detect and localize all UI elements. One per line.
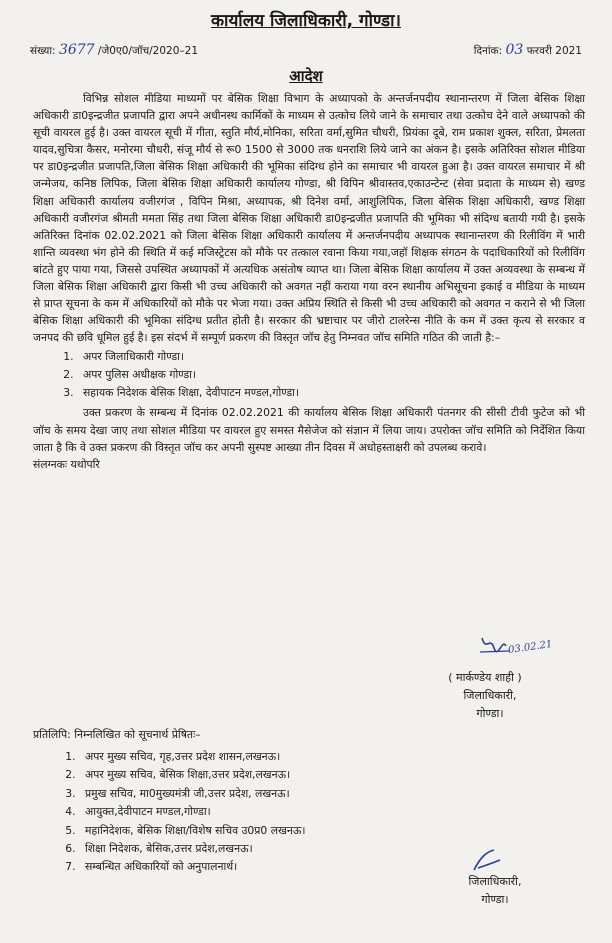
order-body xyxy=(33,90,585,473)
copy-recipient: 3. प्रमुख सचिव, मा0मुख्यमंत्री जी,उत्तर प्रदेश, लखनऊ। xyxy=(79,785,453,803)
enclosure-note: संलग्नकः यथोपरि xyxy=(33,457,100,471)
date-day-handwritten: 03 xyxy=(505,42,524,58)
issue-date xyxy=(474,42,582,58)
order-paragraph-2: उक्त प्रकरण के सम्बन्ध में दिनांक 02.02.2021 की कार्यालय बेसिक शिक्षा अधिकारी पंतनगर की सीसी टीवी फुटेज को भी जॉच के समय देखा जाए तथा सोशल मीडिया पर वायरल हुए समस्त मैसेजेज को संज्ञान में लिया जाय। उपरोक्त जॉच समिति को निर्देशित किया जाता है कि वे उक्त प्रकरण की विस्तृत जॉच कर अपनी सुस्पष्ट आख्या तीन दिवस में अधोहस्ताक्षरी को उपलब्ध करावे। xyxy=(33,406,585,454)
signature-block xyxy=(420,634,570,726)
office-heading: कार्यालय जिलाधिकारी, गोण्डा। xyxy=(210,11,401,31)
copy-recipient: 6. शिक्षा निदेशक, बेसिक,उत्तर प्रदेश,लखनऊ। xyxy=(79,840,453,858)
signature-date-handwritten: 03.02.21 xyxy=(507,638,554,657)
ref-suffix: /जे0ए0/जॉच/2020–21 xyxy=(97,45,199,57)
committee-member: 3. सहायक निदेशक बेसिक शिक्षा, देवीपाटन मण्डल,गोण्डा। xyxy=(77,384,585,402)
order-paragraph-1: विभिन्न सोशल मीडिया माध्यमों पर बेसिक शिक्षा विभाग के अध्यापको के अन्तर्जनपदीय स्थानान्तरण में जिला बेसिक शिक्षा अधिकारी डा0इन्द्रजीत प्रजापति द्वारा अपने अधीनस्थ कार्मिकों के माध्यम से उत्कोच लिये जाने के समाचार तथा उत्कोच देने वाले अध्यापको की सूची वायरल हुई है। उक्त वायरल सूची में गीता, स्तुति मौर्य,मोनिका, सरिता वर्मा,सुमित चौधरी, प्रियंका दूबे, राम प्रकाश शुक्ल, सरिता, प्रेमलता यादव,सुचित्रा कैसर, मनोरमा चौधरी, संजू मौर्य से रू0 1500 से 3000 तक धनराशि लिये जाने का अंकन है। इसके अतिरिक्त सोशल मीडिया पर डा0इन्द्रजीत प्रजापति,जिला बेसिक शिक्षा अधिकारी की भूमिका संदिग्ध होने का समाचार भी वायरल हुआ है। उक्त वायरल समाचार में श्री जन्मेजय, कनिष्ठ लिपिक, जिला बेसिक शिक्षा अधिकारी कार्यालय गोण्डा, श्री विपिन श्रीवास्तव,एकाउन्टेन्ट (सेवा प्रदाता के माध्यम से) खण्ड शिक्षा अधिकारी कार्यालय वजीरगंज , विपिन मिश्रा, अध्यापक, श्री दिनेश वर्मा, आशुलिपिक, जिला बेसिक शिक्षा अधिकारी, खण्ड शिक्षा अधिकारी वजीरगंज श्रीमती ममता सिंह तथा जिला बेसिक शिक्षा अधिकारी डा0इन्द्रजीत प्रजापति की भूमिका भी संदिग्ध बतायी गयी है। इसके अतिरिक्त दिनांक 02.02.2021 को जिला बेसिक शिक्षा अधिकारी कार्यालय में अन्तर्जनपदीय अध्यापक स्थानान्तरण की रिलीविंग में भारी शान्ति व्यवस्था भंग होने की स्थिति में कई मजिस्ट्रेटस को मौके पर तत्काल रवाना किया गया,जहॉ शिक्षक संगठन के पदाधिकारियों को रिलीविंग बांटते हुए पाया गया, जिससे उपस्थित अध्यापकों में अत्यधिक असंतोष व्याप्त था। जिला बेसिक शिक्षा कार्यालय में उक्त अव्यवस्था के सम्बन्ध में जिला बेसिक शिक्षा अधिकारी द्वारा किसी भी उच्च अधिकारी को अवगत नहीं कराया गया वरन स्थानीय अभिसूचना इकाई व मीडिया के माध्यम से प्राप्त सूचना के कम में अधिकारियों को मौके पर भेजा गया। उक्त अप्रिय स्थिति से किसी भी उच्च अधिकारी को अवगत न कराने से भी जिला बेसिक शिक्षा अधिकारी की भूमिका संदिग्ध प्रतीत होती है। सरकार की भ्रष्टाचार पर जीरो टालरेन्स नीति के कम में उक्त कृत्य से सरकार व जनपद की छवि धूमिल हुई है। इस संदर्भ में सम्पूर्ण प्रकरण की विस्तृत जॉच हेतु निम्नवत जॉच समिति गठित की जाती है:– xyxy=(33,92,585,345)
committee-list xyxy=(77,348,585,402)
reference-line xyxy=(30,42,582,60)
copy-recipient: 5. महानिदेशक, बेसिक शिक्षा/विशेष सचिव उ0प्र0 लखनऊ। xyxy=(79,822,453,840)
copy-recipient-list xyxy=(79,748,453,877)
copy-recipient: 1. अपर मुख्य सचिव, गृह,उत्तर प्रदेश शासन,लखनऊ। xyxy=(79,748,453,766)
date-prefix: दिनांक: xyxy=(473,45,503,57)
signatory-place: गोण्डा। xyxy=(476,707,504,720)
copy-recipient: 4. आयुक्त,देवीपाटन मण्डल,गोण्डा। xyxy=(79,803,453,821)
signatory-place: गोण्डा। xyxy=(481,893,509,906)
date-rest: फरवरी 2021 xyxy=(526,45,582,57)
second-signature-block xyxy=(430,848,560,918)
copy-recipient: 7. सम्बन्धित अधिकारियों को अनुपालनार्थ। xyxy=(79,858,453,876)
order-title: आदेश xyxy=(289,67,323,85)
ref-number-handwritten: 3677 xyxy=(58,42,95,58)
signatory-name: ( मार्कण्डेय शाही ) xyxy=(448,671,522,684)
copy-recipient: 2. अपर मुख्य सचिव, बेसिक शिक्षा,उत्तर प्रदेश,लखनऊ। xyxy=(79,766,453,784)
ref-prefix: संख्या: xyxy=(30,45,56,57)
handwritten-signature xyxy=(466,848,506,874)
signatory-designation: जिलाधिकारी, xyxy=(468,875,522,888)
committee-member: 1. अपर जिलाधिकारी गोण्डा। xyxy=(77,348,585,366)
reference-number xyxy=(30,42,198,58)
copy-to-section xyxy=(33,726,453,877)
committee-member: 2. अपर पुलिस अधीक्षक गोण्डा। xyxy=(77,366,585,384)
signatory-designation: जिलाधिकारी, xyxy=(463,689,517,702)
copy-to-title: प्रतिलिपि: निम्नलिखित को सूचनार्थ प्रेषितः– xyxy=(33,728,201,741)
